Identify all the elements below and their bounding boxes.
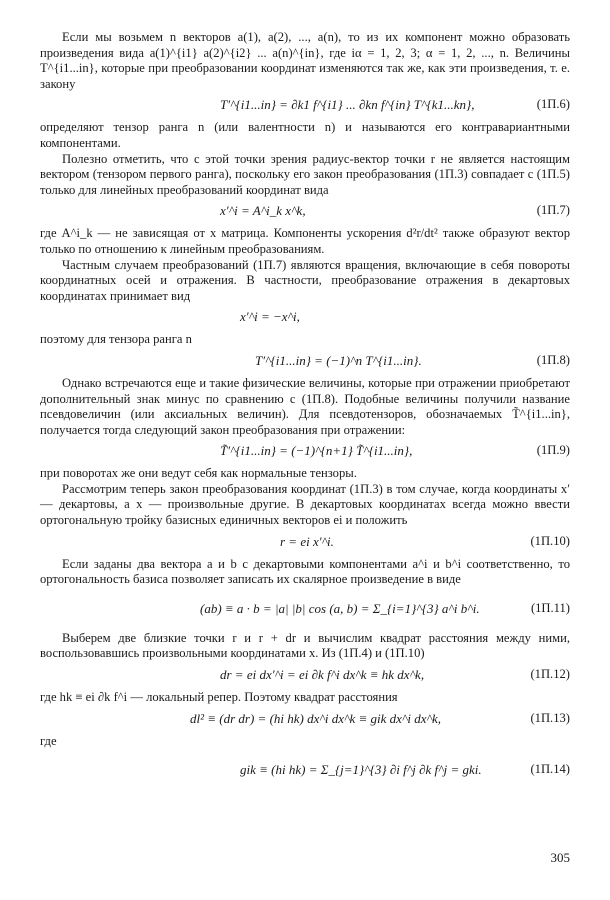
paragraph: определяют тензор ранга n (или валентности n) и называются его контравариантными компонентами. [40, 120, 570, 150]
equation [40, 750, 570, 790]
paragraph: Рассмотрим теперь закон преобразования координат (1П.3) в том случае, когда координаты x′ — декартовы, а x — произвольные другие. В декартовых координатах всегда можно ввести ортогональную тройку базисных единичных векторов ei и положить [40, 481, 570, 528]
equation [40, 530, 570, 555]
paragraph: где hk ≡ ei ∂k f^i — локальный репер. Поэтому квадрат расстояния [40, 690, 398, 705]
page-number: 305 [550, 850, 570, 865]
equation [40, 589, 570, 629]
equation-expression: T′^{i1...in} = (−1)^n T^{i1...in}. [255, 352, 422, 368]
equation [40, 305, 570, 330]
equation-expression: T̃′^{i1...in} = (−1)^{n+1} T̃^{i1...in}, [220, 443, 413, 459]
equation-expression: x′^i = A^i_k x^k, [220, 203, 306, 219]
paragraph: Частным случаем преобразований (1П.7) являются вращения, включающие в себя повороты координатных осей и отражения. В частности, преобразование отражения в декартовых координатах принимает вид [40, 257, 570, 303]
equation [40, 199, 570, 224]
equation [40, 349, 570, 374]
paragraph: Если мы возьмем n векторов a(1), a(2), ..., a(n), то из их компонент можно образовать произведения вида a(1)^{i1} a(2)^{i2} ... a(n)^{in}, где iα = 1, 2, 3; α = 1, 2, ..., n. Величины T^{i1...in}, которые при преобразовании координат изменяются так же, как эти произведения, т. е. закону [40, 30, 570, 91]
paragraph: при поворотах же они ведут себя как нормальные тензоры. [40, 466, 357, 481]
paragraph: где [40, 733, 57, 748]
equation-expression: gik ≡ (hi hk) = Σ_{j=1}^{3} ∂i f^j ∂k f^j = gki. [240, 762, 482, 778]
paragraph: Выберем две близкие точки r и r + dr и вычислим квадрат расстояния между ними, воспользовавшись произвольными координатами x. Из (1П.4) и (1П.10) [40, 630, 570, 661]
equation [40, 439, 570, 464]
paragraph: Однако встречаются еще и такие физические величины, которые при отражении приобретают дополнительный знак минус по сравнению с (1П.8). Подобные величины получили название псевдовеличин (или аксиальных величин). Для псевдотензоров, обозначаемых T̃^{i1...in}, получается тогда следующий закон преобразования при отражении: [40, 375, 570, 437]
paragraph: где A^i_k — не зависящая от x матрица. Компоненты ускорения d²r/dt² также образуют вектор только по отношению к линейным преобразованиям. [40, 226, 570, 256]
equation-number: (1П.12) [530, 667, 570, 682]
equation-number: (1П.10) [530, 533, 570, 548]
equation-expression: x′^i = −x^i, [240, 309, 300, 325]
equation [40, 663, 570, 688]
equation-expression: r = ei x′^i. [280, 533, 334, 549]
page-body [40, 30, 570, 792]
equation-number: (1П.7) [536, 203, 570, 218]
equation-number: (1П.6) [536, 97, 570, 112]
equation-number: (1П.8) [536, 352, 570, 367]
equation-number: (1П.14) [530, 762, 570, 777]
paragraph: Если заданы два вектора a и b с декартовыми компонентами a^i и b^i соответственно, то ортогональность базиса позволяет записать их скалярное произведение в виде [40, 556, 570, 587]
paragraph: Полезно отметить, что с этой точки зрения радиус-вектор точки r не является настоящим вектором (тензором первого ранга), поскольку его закон преобразования (1П.3) совпадает с (1П.5) только для линейных преобразований координат вида [40, 151, 570, 197]
equation-expression: dl² ≡ (dr dr) = (hi hk) dx^i dx^k ≡ gik dx^i dx^k, [190, 710, 442, 726]
equation-expression: (ab) ≡ a · b = |a| |b| cos (a, b) = Σ_{i=1}^{3} a^i b^i. [200, 600, 480, 616]
equation-expression: T′^{i1...in} = ∂k1 f^{i1} ... ∂kn f^{in} T^{k1...kn}, [220, 97, 475, 113]
paragraph: поэтому для тензора ранга n [40, 332, 192, 347]
equation-number: (1П.13) [530, 710, 570, 725]
equation [40, 707, 570, 732]
equation [40, 93, 570, 118]
equation-expression: dr = ei dx′^i = ei ∂k f^i dx^k ≡ hk dx^k, [220, 667, 425, 683]
equation-number: (1П.11) [530, 600, 570, 615]
equation-number: (1П.9) [536, 443, 570, 458]
